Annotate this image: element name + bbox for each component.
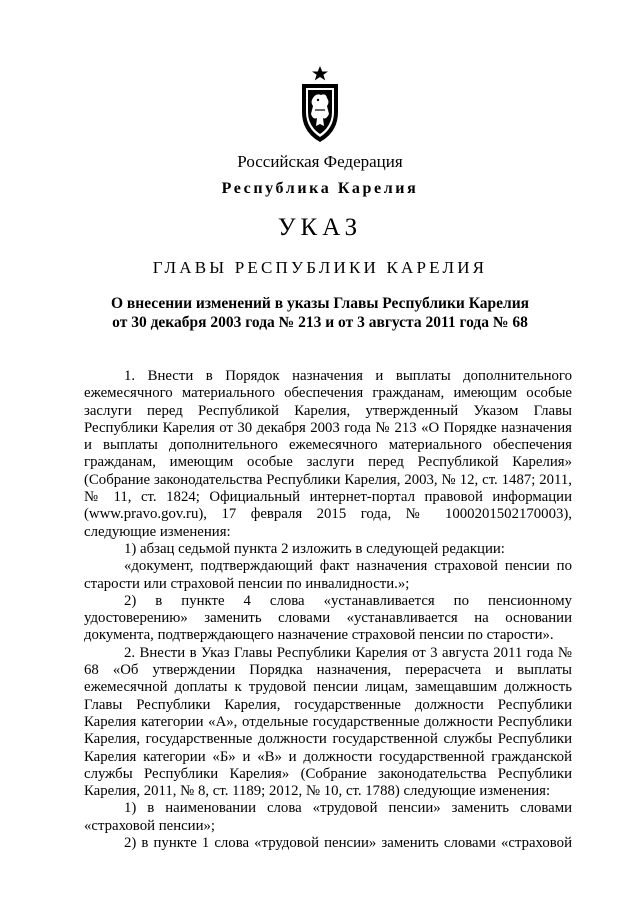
paragraph: 1. Внести в Порядок назначения и выплаты дополнительного ежемесячного материального обеспечения гражданам, имеющим особые заслуги перед Республикой Карелия, утвержденный Указом Главы Республики Карелия от 30 декабря 2003 года № 213 «О Порядке назначения и выплаты дополнительного ежемесячного материального обеспечения гражданам, имеющим особые заслуги перед Республикой Карелия» (Собрание законодательства Республики Карелия, 2003, № 12, ст. 1487; 2011, № 11, ст. 1824; Официальный интернет-портал правовой информации (www.pravo.gov.ru), 17 февраля 2015 года, № 1000201502170003), следующие изменения: (84, 368, 572, 540)
title-line: от 30 декабря 2003 года № 213 и от 3 августа 2011 года № 68 (112, 314, 528, 331)
document-title (0, 294, 640, 332)
country-name: Российская Федерация (237, 152, 403, 171)
paragraph: 1) абзац седьмой пункта 2 изложить в следующей редакции: (124, 540, 505, 557)
title-line: О внесении изменений в указы Главы Республики Карелия (110, 295, 530, 312)
karelia-coat-of-arms-icon (296, 64, 344, 144)
paragraph: 1) в наименовании слова «трудовой пенсии» заменить словами «страховой пенсии»; (84, 800, 572, 834)
document-type: УКАЗ (277, 214, 363, 241)
paragraph: 2. Внести в Указ Главы Республики Карелия от 3 августа 2011 года № 68 «Об утверждении Порядка назначения, перерасчета и выплаты ежемесячной доплаты к трудовой пенсии лицам, замещавшим должность Главы Республики Карелия, государственные должности Республики Карелия категории «А», отдельные государственные должности Республики Карелия, государственные должности государственной службы Республики Карелия категории «Б» и «В» и должности государственной гражданской службы Республики Карелия» (Собрание законодательства Республики Карелия, 2011, № 8, ст. 1189; 2012, № 10, ст. 1788) следующие изменения: (84, 644, 572, 800)
issuer-name: ГЛАВЫ РЕСПУБЛИКИ КАРЕЛИЯ (152, 258, 488, 277)
document-body (84, 368, 572, 852)
republic-name: Республика Карелия (221, 180, 419, 197)
paragraph: «документ, подтверждающий факт назначения страховой пенсии по старости или страховой пенсии по инвалидности.»; (84, 558, 572, 592)
paragraph: 2) в пункте 4 слова «устанавливается по пенсионному удостоверению» заменить словами «устанавливается на основании документа, подтверждающего назначение страховой пенсии по старости». (84, 592, 572, 644)
paragraph: 2) в пункте 1 слова «трудовой пенсии» заменить словами «страховой (124, 835, 572, 852)
